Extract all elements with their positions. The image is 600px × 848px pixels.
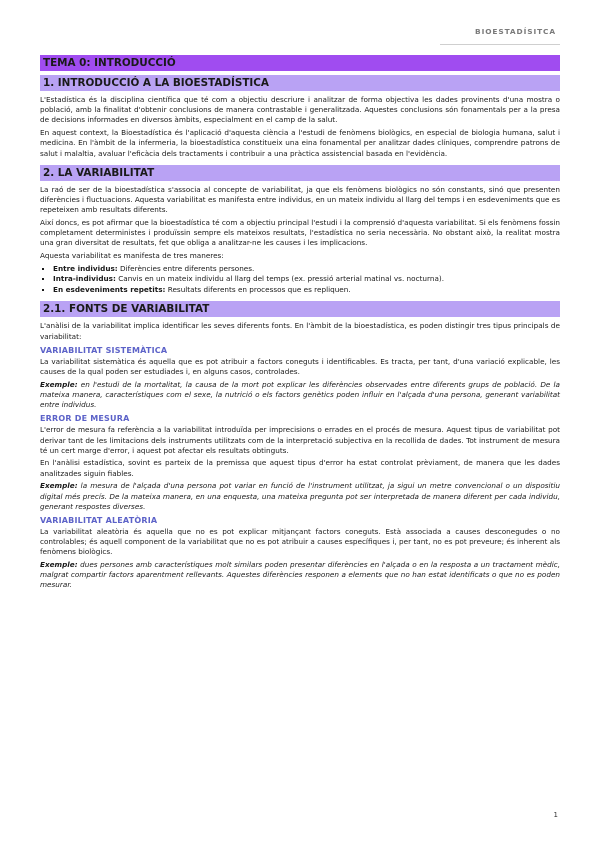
section-2-paragraph-1: La raó de ser de la bioestadística s'associa al concepte de variabilitat, ja que els fenòmens biològics no són constants, sinó que presenten diferències i fluctuacions. Aquesta variabilitat es manifesta entre individus, en un mateix individu al llarg del temps i en esdeveniments que es repeteixen amb resultats diferents. [40,184,560,215]
section-2-paragraph-3: Aquesta variabilitat es manifesta de tres maneres: [40,250,224,260]
section-2-heading: 2. LA VARIABILITAT [40,165,560,181]
measurement-error-example [40,481,560,512]
systematic-paragraph: La variabilitat sistemàtica és aquella que es pot atribuir a factors coneguts i identificables. Es tracta, per tant, d'una variació explicable, les causes de la qual poden ser estudiades i, en alguns casos, controlades. [40,356,560,377]
page-content [40,55,560,593]
example-text: en l'estudi de la mortalitat, la causa de la mort pot explicar les diferències observades entre diferents grups de població. De la mateixa manera, característiques com el sexe, la nutrició o els factors genètics poden influir en l'alçada d'una persona, generant variabilitat entre individus. [40,379,560,410]
subheading-random: VARIABILITAT ALEATÒRIA [40,515,158,525]
example-label: Exemple: [40,379,78,389]
section-2-1-heading: 2.1. FONTS DE VARIABILITAT [40,301,560,317]
measurement-error-paragraph-1: L'error de mesura fa referència a la variabilitat introduïda per imprecisions o errades en el procés de mesura. Aquest tipus de variabilitat pot derivar tant de les limitacions dels instruments utilitzats com de la interpretació subjectiva en la recollida de dades. Tot instrument de mesura té un cert marge d'error, i aquest pot afectar els resultats obtinguts. [40,425,560,455]
random-paragraph: La variabilitat aleatòria és aquella que no es pot explicar mitjançant factors coneguts. Està associada a causes desconegudes o no controlables; és aquell component de la variabilitat que no es pot atribuir a causes específiques i, per tant, no es pot preveure; és inherent als fenòmens biològics. [40,526,560,557]
section-1-paragraph-1: L'Estadística és la disciplina científica que té com a objectiu descriure i analitzar de forma objectiva les dades provinents d'una mostra o població, amb la finalitat d'obtenir conclusions de manera contrastable i generalitzada. Aquestes conclusions són fonamentals per a la presa de decisions informades en diversos àmbits, especialment en el camp de la salut. [40,95,560,125]
running-header: BIOESTADÍSITCA [475,27,556,36]
topic-title: TEMA 0: INTRODUCCIÓ [40,55,560,71]
list-item-term: Entre individus: [53,263,118,273]
header-rule [440,44,560,45]
list-item-text: Resultats diferents en processos que es repliquen. [165,284,351,294]
subheading-measurement-error: ERROR DE MESURA [40,414,130,424]
list-item [53,285,560,296]
example-text: la mesura de l'alçada d'una persona pot variar en funció de l'instrument utilitzat, ja sigui un metre convencional o un dispositiu digital més precís. De la mateixa manera, en una enquesta, una mateixa pregunta pot ser interpretada de manera diferent per cada individu, generant respostes diverses. [40,481,560,511]
example-label: Exemple: [40,481,78,491]
variability-list [40,264,560,296]
list-item-text: Canvis en un mateix individu al llarg del temps (ex. pressió arterial matinal vs. nocturna). [115,274,445,284]
example-label: Exemple: [40,560,78,570]
list-item-term: Intra-individus: [53,274,116,284]
section-1-paragraph-2: En aquest context, la Bioestadística és l'aplicació d'aquesta ciència a l'estudi de fenòmens biològics, en especial de biologia humana, salut i medicina. En l'àmbit de la infermeria, la bioestadística constitueix una eina fonamental per analitzar dades clíniques, comprendre patrons de salut i malaltia, avaluar l'eficàcia dels tractaments i contribuir a una pràctica assistencial basada en l'evidència. [40,128,560,158]
random-example [40,560,560,591]
section-1-heading: 1. INTRODUCCIÓ A LA BIOESTADÍSTICA [40,75,560,91]
measurement-error-paragraph-2: En l'anàlisi estadística, sovint es parteix de la premissa que aquest tipus d'error ha estat controlat prèviament, de manera que les dades analitzades siguin fiables. [40,458,560,478]
section-2-1-intro: L'anàlisi de la variabilitat implica identificar les seves diferents fonts. En l'àmbit de la bioestadística, es poden distingir tres tipus principals de variabilitat: [40,321,560,341]
list-item [53,264,560,275]
page-number: 1 [553,811,558,819]
list-item-term: En esdeveniments repetits: [53,284,166,294]
systematic-example [40,380,560,411]
subheading-systematic: VARIABILITAT SISTEMÀTICA [40,345,168,355]
section-2-paragraph-2: Així doncs, es pot afirmar que la bioestadística té com a objectiu principal l'estudi i la comprensió d'aquesta variabilitat. Si els fenòmens fossin completament deterministes i produïssin sempre els mateixos resultats, l'estadística no seria necessària. No obstant això, la realitat mostra una gran diversitat de resultats, fet que obliga a analitzar-ne les causes i les implicacions. [40,217,560,248]
list-item [53,274,560,285]
example-text: dues persones amb característiques molt similars poden presentar diferències en l'alçada o en la resposta a un tractament mèdic, malgrat compartir factors aparentment rellevants. Aquestes diferències responen a elements que no han estat identificats o que no es poden mesurar. [40,560,560,590]
list-item-text: Diferències entre diferents persones. [117,263,255,273]
